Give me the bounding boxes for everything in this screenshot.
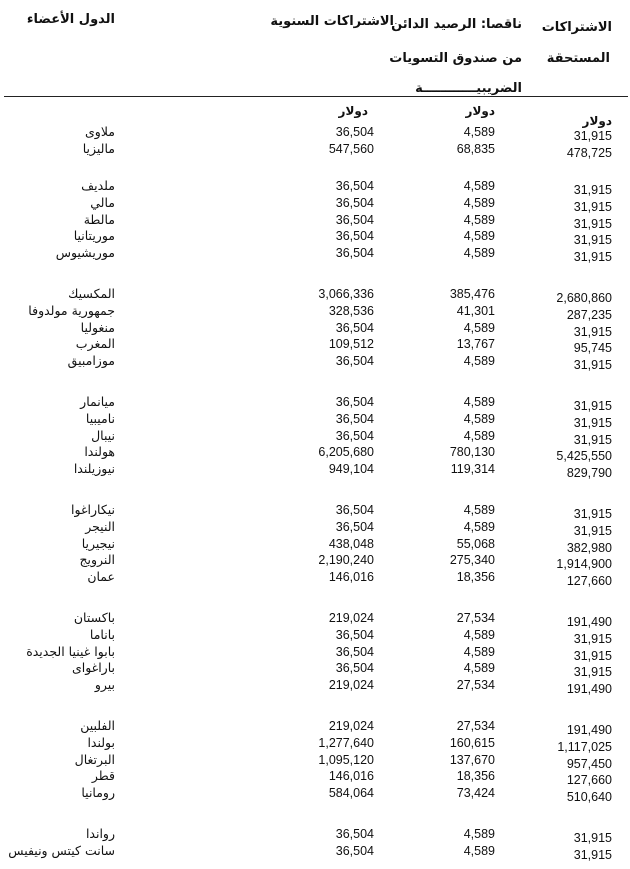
due-value: 31,915 xyxy=(573,507,612,521)
credit-value: 18,356 xyxy=(456,769,495,784)
row-group xyxy=(0,286,630,373)
credit-value: 27,534 xyxy=(456,678,495,693)
credit-value: 4,589 xyxy=(463,229,495,244)
credit-value: 4,589 xyxy=(463,395,495,409)
annual-value: 328,536 xyxy=(328,303,374,318)
annual-value: 36,504 xyxy=(335,320,374,335)
annual-value: 36,504 xyxy=(335,195,374,210)
country-name: نيجيريا xyxy=(81,535,115,551)
annual-value: 36,504 xyxy=(335,246,374,261)
country-name: موريشيوس xyxy=(55,245,115,261)
country-name: نيوزيلندا xyxy=(73,461,115,477)
credit-value: 27,534 xyxy=(456,611,495,625)
country-name: بولندا xyxy=(87,734,115,750)
country-name: ماليزيا xyxy=(82,140,115,156)
table-row xyxy=(0,320,630,337)
credit-value: 137,670 xyxy=(449,752,495,767)
annual-value: 36,504 xyxy=(335,395,374,409)
annual-value: 36,504 xyxy=(335,354,374,369)
table-row xyxy=(0,677,630,697)
credit-value: 119,314 xyxy=(450,462,495,477)
credit-value: 4,589 xyxy=(463,354,495,369)
credit-value: 160,615 xyxy=(449,735,495,750)
credit-value: 4,589 xyxy=(463,411,495,426)
table-row xyxy=(0,502,630,519)
due-value: 31,915 xyxy=(573,324,612,339)
table-row xyxy=(0,826,630,843)
annual-value: 36,504 xyxy=(335,229,374,244)
country-name: النيجر xyxy=(85,518,115,534)
due-value: 31,915 xyxy=(573,216,612,231)
due-value: 31,915 xyxy=(573,129,612,143)
country-name: منغوليا xyxy=(80,319,115,335)
country-name: بابوا غينيا الجديدة xyxy=(26,643,115,659)
credit-value: 18,356 xyxy=(456,570,495,585)
country-name: المغرب xyxy=(75,336,115,352)
due-value: 31,915 xyxy=(573,631,612,646)
due-value: 31,915 xyxy=(573,399,612,413)
annual-value: 36,504 xyxy=(335,212,374,227)
due-value: 957,450 xyxy=(566,756,612,771)
country-name: جمهورية مولدوفا xyxy=(28,302,115,318)
header-annual-contributions: الاشتراكات السنوية xyxy=(270,14,394,29)
credit-value: 4,589 xyxy=(463,320,495,335)
table-row xyxy=(0,124,630,141)
credit-value: 68,835 xyxy=(456,141,495,156)
table-row xyxy=(0,843,630,860)
annual-value: 36,504 xyxy=(335,411,374,426)
table-row xyxy=(0,735,630,752)
annual-value: 438,048 xyxy=(328,536,374,551)
credit-value: 41,301 xyxy=(456,303,495,318)
annual-value: 36,504 xyxy=(335,627,374,642)
table-row xyxy=(0,718,630,735)
country-name: نيكاراغوا xyxy=(71,502,115,517)
unit-annual: دولار xyxy=(338,104,368,118)
table-row xyxy=(0,394,630,411)
country-name: الفلبين xyxy=(80,718,115,733)
annual-value: 6,205,680 xyxy=(318,445,374,460)
due-value: 31,915 xyxy=(573,358,612,373)
country-name: نيبال xyxy=(91,427,115,443)
country-name: ملاوى xyxy=(85,124,115,139)
row-group xyxy=(0,124,630,158)
credit-value: 13,767 xyxy=(456,337,495,352)
header-due-contributions-line2: المستحقة xyxy=(546,51,610,66)
annual-value: 36,504 xyxy=(335,179,374,193)
due-value: 510,640 xyxy=(566,790,612,805)
table-row xyxy=(0,569,630,589)
due-value: 31,915 xyxy=(573,250,612,265)
table-row xyxy=(0,752,630,769)
row-group xyxy=(0,178,630,265)
credit-value: 4,589 xyxy=(463,827,495,841)
annual-value: 219,024 xyxy=(328,719,374,733)
due-value: 5,425,550 xyxy=(556,449,612,464)
country-name: ملديف xyxy=(81,178,115,193)
country-name: بيرو xyxy=(94,677,115,693)
country-name: مالطة xyxy=(83,211,115,227)
table-row xyxy=(0,644,630,661)
table-row xyxy=(0,552,630,572)
row-group xyxy=(0,502,630,589)
country-name: موريتانيا xyxy=(73,228,115,244)
table-row xyxy=(0,212,630,229)
credit-value: 4,589 xyxy=(463,179,495,193)
due-value: 287,235 xyxy=(566,307,612,322)
table-row xyxy=(0,461,630,481)
annual-value: 547,560 xyxy=(328,141,374,156)
table-row xyxy=(0,428,630,445)
due-value: 191,490 xyxy=(566,723,612,737)
due-value: 829,790 xyxy=(566,466,612,481)
country-name: باراغواى xyxy=(71,660,115,676)
table-row xyxy=(0,353,630,373)
annual-value: 219,024 xyxy=(328,678,374,693)
credit-value: 275,340 xyxy=(449,553,495,568)
annual-value: 109,512 xyxy=(328,337,374,352)
due-value: 31,915 xyxy=(573,415,612,430)
annual-value: 36,504 xyxy=(335,661,374,676)
annual-value: 36,504 xyxy=(335,125,374,139)
annual-value: 2,190,240 xyxy=(318,553,374,568)
table-row xyxy=(0,785,630,805)
credit-value: 4,589 xyxy=(463,195,495,210)
due-value: 95,745 xyxy=(573,341,612,356)
country-name: عمان xyxy=(87,569,115,585)
header-less-credit-line1: ناقصا: الرصيد الدائن xyxy=(391,17,522,32)
table-row xyxy=(0,286,630,303)
due-value: 127,660 xyxy=(566,773,612,788)
unit-due: دولار xyxy=(582,114,612,128)
table-row xyxy=(0,178,630,195)
credit-value: 4,589 xyxy=(463,246,495,261)
table-row xyxy=(0,768,630,788)
country-name: المكسيك xyxy=(68,286,115,301)
country-name: البرتغال xyxy=(74,751,115,767)
due-value: 31,915 xyxy=(573,665,612,680)
annual-value: 1,277,640 xyxy=(318,735,374,750)
unit-less: دولار xyxy=(465,104,495,118)
credit-value: 4,589 xyxy=(463,661,495,676)
annual-value: 949,104 xyxy=(328,462,374,477)
annual-value: 36,504 xyxy=(335,843,374,858)
credit-value: 4,589 xyxy=(463,627,495,642)
table-row xyxy=(0,536,630,553)
due-value: 382,980 xyxy=(566,540,612,555)
row-group xyxy=(0,826,630,860)
table-row xyxy=(0,444,630,464)
annual-value: 146,016 xyxy=(328,769,374,784)
annual-value: 584,064 xyxy=(328,786,374,801)
credit-value: 4,589 xyxy=(463,503,495,517)
credit-value: 55,068 xyxy=(456,536,495,551)
table-row xyxy=(0,303,630,320)
table-row xyxy=(0,411,630,428)
header-less-credit-line3: الضريبيــــــــــــة xyxy=(415,81,522,96)
credit-value: 4,589 xyxy=(463,212,495,227)
annual-value: 146,016 xyxy=(328,570,374,585)
country-name: ميانمار xyxy=(80,394,115,409)
row-group xyxy=(0,610,630,697)
table-row xyxy=(0,610,630,627)
due-value: 31,915 xyxy=(573,847,612,862)
due-value: 31,915 xyxy=(573,432,612,447)
header-divider xyxy=(4,96,628,97)
due-value: 191,490 xyxy=(566,615,612,629)
annual-value: 36,504 xyxy=(335,644,374,659)
annual-value: 36,504 xyxy=(335,503,374,517)
header-member-states: الدول الأعضاء xyxy=(26,12,115,27)
country-name: ناميبيا xyxy=(85,410,115,426)
annual-value: 219,024 xyxy=(328,611,374,625)
due-value: 2,680,860 xyxy=(556,291,612,305)
due-value: 31,915 xyxy=(573,199,612,214)
table-row xyxy=(0,519,630,536)
due-value: 1,914,900 xyxy=(556,557,612,572)
credit-value: 385,476 xyxy=(449,287,495,301)
annual-value: 36,504 xyxy=(335,428,374,443)
due-value: 1,117,025 xyxy=(557,739,612,754)
country-name: باكستان xyxy=(73,610,115,625)
table-row xyxy=(0,228,630,248)
credit-value: 4,589 xyxy=(463,843,495,858)
due-value: 31,915 xyxy=(573,183,612,197)
annual-value: 3,066,336 xyxy=(318,287,374,301)
country-name: مالي xyxy=(90,194,115,210)
due-value: 31,915 xyxy=(573,648,612,663)
table-row xyxy=(0,627,630,644)
annual-value: 36,504 xyxy=(335,519,374,534)
credit-value: 4,589 xyxy=(463,519,495,534)
table-row xyxy=(0,195,630,212)
credit-value: 4,589 xyxy=(463,428,495,443)
due-value: 31,915 xyxy=(573,831,612,845)
credit-value: 4,589 xyxy=(463,644,495,659)
due-value: 127,660 xyxy=(566,574,612,589)
due-value: 191,490 xyxy=(566,682,612,697)
credit-value: 780,130 xyxy=(449,445,495,460)
table-row xyxy=(0,660,630,680)
country-name: النرويج xyxy=(79,552,115,568)
table-row xyxy=(0,141,630,158)
country-name: موزامبيق xyxy=(67,353,115,369)
table-row xyxy=(0,245,630,265)
credit-value: 4,589 xyxy=(463,125,495,139)
credit-value: 73,424 xyxy=(456,786,495,801)
due-value: 31,915 xyxy=(573,233,612,248)
country-name: هولندا xyxy=(84,444,115,460)
country-name: باناما xyxy=(89,626,115,642)
annual-value: 36,504 xyxy=(335,827,374,841)
annual-value: 1,095,120 xyxy=(318,752,374,767)
row-group xyxy=(0,718,630,805)
country-name: سانت كيتس ونيفيس xyxy=(8,842,115,858)
header-due-contributions-line1: الاشتراكات xyxy=(541,20,612,35)
country-name: رومانيا xyxy=(81,785,115,801)
country-name: قطر xyxy=(91,768,115,784)
due-value: 478,725 xyxy=(566,145,612,160)
credit-value: 27,534 xyxy=(456,719,495,733)
row-group xyxy=(0,394,630,481)
country-name: رواندا xyxy=(85,826,115,841)
header-less-credit-line2: من صندوق التسويات xyxy=(389,51,522,66)
due-value: 31,915 xyxy=(573,523,612,538)
table-row xyxy=(0,336,630,356)
